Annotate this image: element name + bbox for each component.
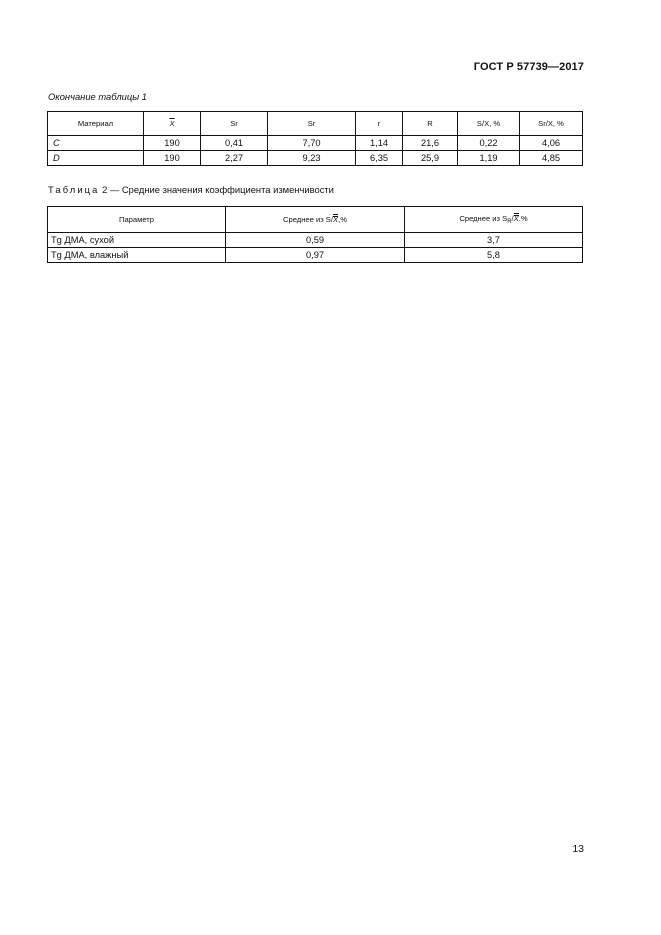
header-text: ,%: [338, 215, 347, 224]
subscript-r: R: [507, 219, 512, 225]
table-cell: 3,7: [405, 233, 583, 248]
table-cell: 4,85: [520, 151, 583, 166]
column-header-sr-2: Sr: [268, 112, 356, 136]
column-header-r-small: r: [356, 112, 403, 136]
column-header-r-large: R: [403, 112, 458, 136]
table-cell: Tg ДМА, влажный: [48, 248, 226, 263]
table-cell: 190: [144, 136, 201, 151]
document-code: ГОСТ Р 57739—2017: [473, 61, 584, 73]
header-text: /: [330, 215, 333, 224]
page-number: 13: [572, 843, 584, 855]
table-row: [48, 136, 583, 151]
table-row: [48, 151, 583, 166]
double-bar-x-symbol: X: [333, 215, 339, 224]
double-bar-x-symbol: X: [513, 214, 519, 223]
column-header-mean: [144, 112, 201, 136]
table-header-row: [48, 112, 583, 136]
table-cell: 7,70: [268, 136, 356, 151]
column-header-material: Материал: [48, 112, 144, 136]
table-cell: 1,14: [356, 136, 403, 151]
column-header-parameter: Параметр: [48, 207, 226, 233]
column-header-sr-over-x: Sr/X, %: [520, 112, 583, 136]
table-cell: 0,41: [201, 136, 268, 151]
table-cell: 0,59: [226, 233, 405, 248]
table-1: [47, 111, 583, 166]
table-cell: 0,97: [226, 248, 405, 263]
table-cell: D: [48, 151, 144, 166]
table-cell: 2,27: [201, 151, 268, 166]
header-text: Среднее из S: [459, 214, 508, 223]
table-cell: 9,23: [268, 151, 356, 166]
table-2-caption-label: Таблица: [48, 184, 100, 195]
table-cell: 0,22: [458, 136, 520, 151]
table-header-row: [48, 207, 583, 233]
table-2-caption-title: 2 — Средние значения коэффициента изменчивости: [99, 184, 334, 195]
column-header-mean-sR: [405, 207, 583, 233]
table-row: [48, 233, 583, 248]
table-2: [47, 206, 583, 263]
table-cell: 4,06: [520, 136, 583, 151]
table-cell: C: [48, 136, 144, 151]
table-cell: 25,9: [403, 151, 458, 166]
column-header-mean-sr: [226, 207, 405, 233]
column-header-s-over-x: S/X, %: [458, 112, 520, 136]
table-cell: Tg ДМА, сухой: [48, 233, 226, 248]
mean-x-symbol: $\overline{X}$: [169, 119, 175, 128]
table-row: [48, 248, 583, 263]
header-text: .%: [518, 214, 528, 223]
table-cell: 1,19: [458, 151, 520, 166]
table-1-continuation-caption: Окончание таблицы 1: [48, 91, 147, 102]
table-cell: 6,35: [356, 151, 403, 166]
column-header-sr: Sr: [201, 112, 268, 136]
table-cell: 5,8: [405, 248, 583, 263]
table-cell: 190: [144, 151, 201, 166]
table-cell: 21,6: [403, 136, 458, 151]
table-2-caption: [48, 184, 334, 195]
header-text: Среднее из S: [283, 215, 331, 224]
header-text: /: [511, 214, 514, 223]
